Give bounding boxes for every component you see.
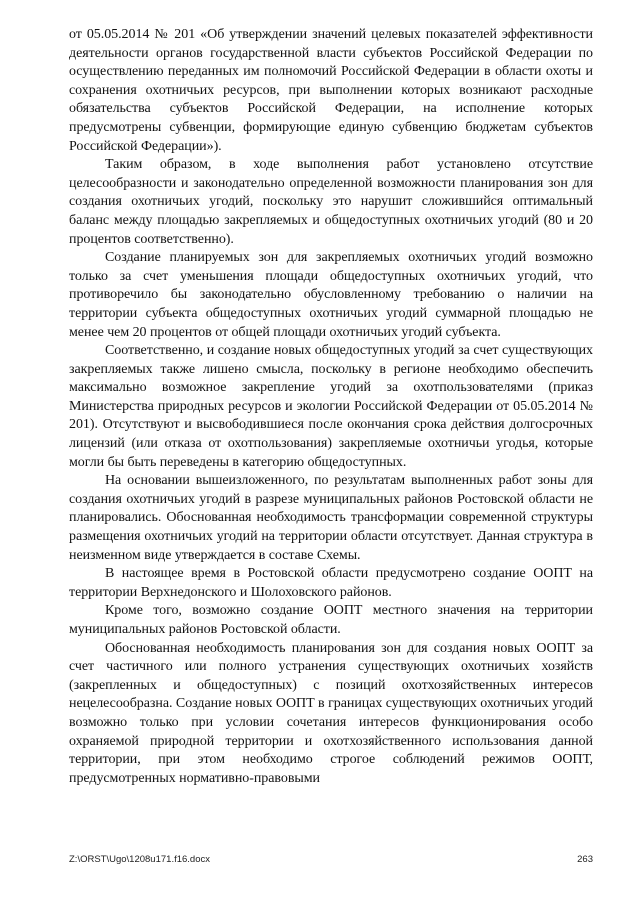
footer-file-path: Z:\ORST\Ugo\1208u171.f16.docx: [69, 854, 210, 865]
paragraph-oopt-justification: Обоснованная необходимость планирования зон для создания новых ООПТ за счет частичного или полного устранения существующих охотничьих хозяйств (закрепленных и общедоступных) с позиций охотхозяйственных интересов нецелесообразна. Создание новых ООПТ в границах существующих охотничьих угодий возможно только при условии сочетания интересов функционирования особо охраняемой природной территории и охотхозяйственного использования данной территории, при этом необходимо строгое соблюдений режимов ООПТ, предусмотренных нормативно-правовыми: [69, 640, 593, 786]
paragraph-planned-zones: Создание планируемых зон для закрепляемых охотничьих угодий возможно только за счет уменьшения площади общедоступных охотничьих угодий, что противоречило бы законодательно обусловленному требованию о наличии на территории субъекта общедоступных охотничьих угодий суммарной площадью не менее чем 20 процентов от общей площади охотничьих угодий субъекта.: [69, 250, 593, 340]
paragraph-conclusion-balance: Таким образом, в ходе выполнения работ установлено отсутствие целесообразности и законодательно определенной возможности планирования зон для создания охотничьих угодий, поскольку это нарушит сложившийся оптимальный баланс между площадью закрепляемых и общедоступных охотничьих угодий (80 и 20 процентов соответственно).: [69, 157, 593, 247]
paragraph-oopt-current: В настоящее время в Ростовской области предусмотрено создание ООПТ на территории Верхнедонского и Шолоховского районов.: [69, 566, 593, 600]
page-number: 263: [577, 854, 593, 865]
paragraph-continuation: от 05.05.2014 № 201 «Об утверждении значений целевых показателей эффективности деятельности органов государственной власти субъектов Российской Федерации по осуществлению переданных им полномочий Российской Федерации в области охоты и сохранения охотничьих ресурсов, при выполнении которых возникают расходные обязательства субъектов Российской Федерации, на исполнение которых предусмотрены субвенции, формирующие единую субвенцию бюджетам субъектов Российской Федерации»).: [69, 27, 593, 154]
document-body: [69, 26, 593, 788]
paragraph-public-lands: Соответственно, и создание новых общедоступных угодий за счет существующих закрепляемых также лишено смысла, поскольку в регионе необходимо обеспечить максимально возможное закрепление угодий за охотпользователями (приказ Министерства природных ресурсов и экологии Российской Федерации от 05.05.2014 № 201). Отсутствуют и высвободившиеся после окончания срока действия долгосрочных лицензий (или отказа от охотпользования) закрепляемые охотничьи угодья, которые могли бы быть переведены в категорию общедоступных.: [69, 343, 593, 470]
paragraph-results: На основании вышеизложенного, по результатам выполненных работ зоны для создания охотничьих угодий в разрезе муниципальных районов Ростовской области не планировались. Обоснованная необходимость трансформации современной структуры размещения охотничьих угодий на территории области отсутствует. Данная структура в неизменном виде утверждается в составе Схемы.: [69, 473, 593, 563]
page-footer: [69, 854, 593, 868]
paragraph-oopt-local: Кроме того, возможно создание ООПТ местного значения на территории муниципальных районов Ростовской области.: [69, 603, 593, 637]
